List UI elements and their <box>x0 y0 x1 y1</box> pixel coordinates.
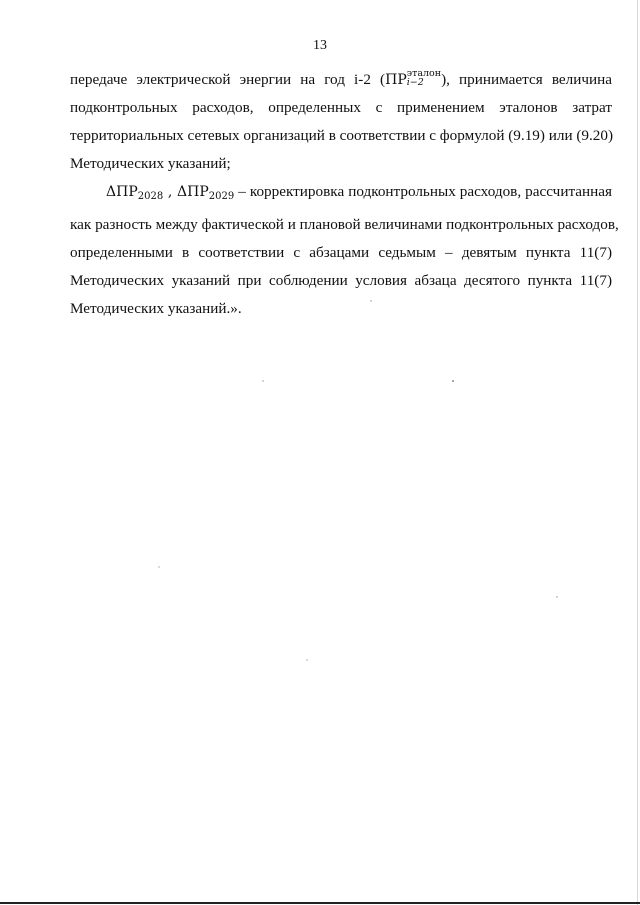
paragraph-2-line-1 <box>70 178 612 211</box>
paragraph-2-line-5: Методических указаний.». <box>70 300 242 317</box>
paragraph-2-line-2: как разность между фактической и плановой величинами подконтрольных расходов, <box>70 216 619 233</box>
formula-subscript: 2028 <box>137 191 164 202</box>
scan-speck <box>370 300 372 302</box>
paragraph-2-line-3: определенными в соответствии с абзацами седьмым – девятым пункта 11(7) <box>70 244 612 261</box>
formula-superscript: эталон <box>406 68 442 79</box>
page-bottom-edge <box>0 902 640 904</box>
text-fragment: передаче электрической энергии на год i-2 ( <box>70 71 386 88</box>
formula-subscript: i−2 <box>406 77 424 88</box>
formula-pr-etalon <box>385 68 442 88</box>
scan-speck <box>262 380 264 382</box>
paragraph-1 <box>70 66 612 178</box>
formula-subscript: 2029 <box>208 191 235 202</box>
paragraph-2 <box>70 178 619 323</box>
page-number: 13 <box>313 38 327 53</box>
paragraph-1-line-1 <box>70 66 612 94</box>
formula-separator: , <box>163 184 178 200</box>
formula-symbol: ПР <box>385 72 407 88</box>
text-fragment: – корректировка подконтрольных расходов, рассчитанная <box>234 183 612 200</box>
formula-symbol: ΔПР <box>177 184 209 200</box>
page-edge <box>637 0 638 905</box>
formula-indices <box>407 69 441 87</box>
document-body <box>70 66 619 323</box>
paragraph-1-line-2: подконтрольных расходов, определенных с применением эталонов затрат <box>70 99 612 116</box>
paragraph-1-line-3: территориальных сетевых организаций в соответствии с формулой (9.19) или (9.20) <box>70 127 614 144</box>
paragraph-2-line-4: Методических указаний при соблюдении условия абзаца десятого пункта 11(7) <box>70 272 612 289</box>
text-fragment: ), принимается величина <box>441 71 612 88</box>
scan-speck <box>452 380 454 382</box>
paragraph-1-line-4: Методических указаний; <box>70 155 231 172</box>
scan-speck <box>158 566 160 568</box>
scan-speck <box>556 596 558 598</box>
formula-symbol: ΔПР <box>106 184 138 200</box>
scan-speck <box>306 659 308 661</box>
formula-delta-pr-2029 <box>177 184 234 200</box>
formula-delta-pr-2028 <box>106 184 163 200</box>
